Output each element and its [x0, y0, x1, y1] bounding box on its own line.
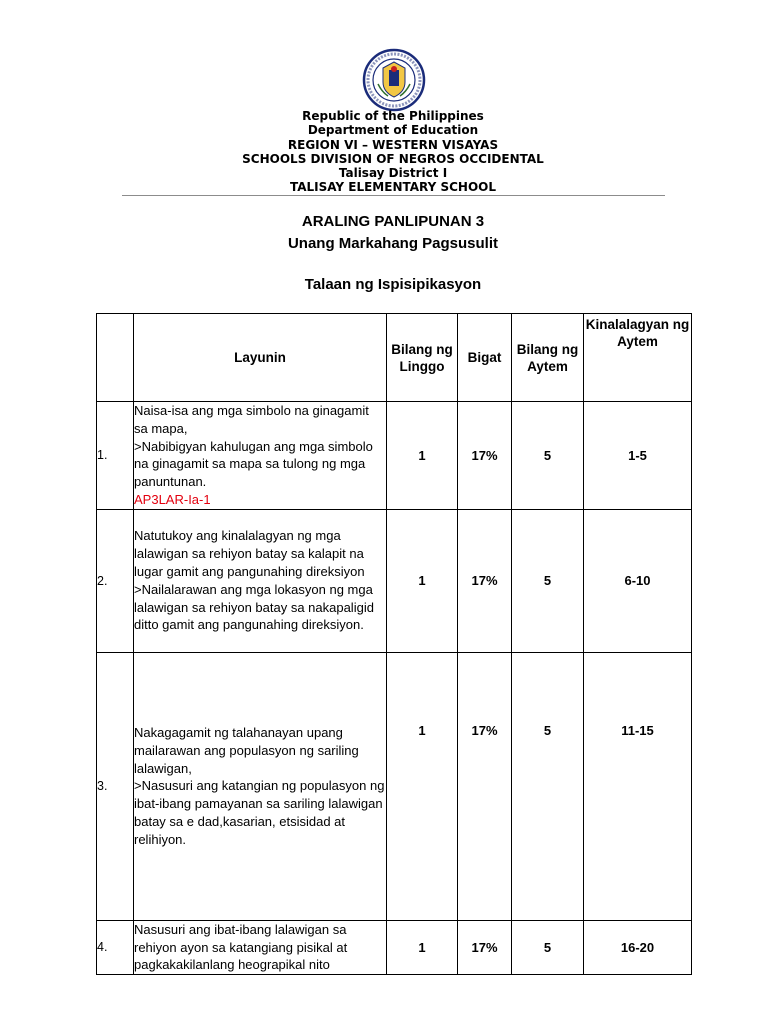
- header-bigat: Bigat: [458, 314, 512, 402]
- specification-table: [96, 313, 692, 975]
- header-line-school: TALISAY ELEMENTARY SCHOOL: [289, 180, 497, 195]
- row-linggo: 1: [387, 920, 458, 974]
- row-objective: [134, 920, 387, 974]
- objective-text: Natutukoy ang kinalalagyan ng mga lalawigan sa rehiyon batay sa kalapit na lugar gamit ang pangunahing direksiyon: [134, 528, 365, 579]
- row-aytem: 5: [512, 920, 584, 974]
- table-row: [97, 509, 692, 652]
- table-row: [97, 402, 692, 510]
- header-bilang-aytem: Bilang ng Aytem: [512, 314, 584, 402]
- objective-text: >Nailalarawan ang mga lokasyon ng mga lalawigan sa rehiyon batay sa nakapaligid ditto gamit ang pangunahing direksiyon.: [134, 581, 374, 633]
- row-number: 3.: [97, 652, 134, 920]
- header-line-republic: Republic of the Philippines: [302, 109, 484, 123]
- school-header: [0, 109, 768, 195]
- row-objective: [134, 652, 387, 920]
- deped-seal-logo: [354, 48, 434, 112]
- row-bigat: 17%: [458, 920, 512, 974]
- competency-code: AP3LAR-Ia-1: [134, 491, 211, 507]
- header-line-district: Talisay District I: [338, 166, 448, 181]
- table-title: Talaan ng Ispisipikasyon: [304, 276, 482, 293]
- table-row: [97, 920, 692, 974]
- header-number: [97, 314, 134, 402]
- row-number: 4.: [97, 920, 134, 974]
- row-kinalalagyan: 1-5: [584, 402, 692, 510]
- header-layunin: Layunin: [134, 314, 387, 402]
- row-number: 1.: [97, 402, 134, 510]
- row-aytem: 5: [512, 509, 584, 652]
- row-bigat: 17%: [458, 652, 512, 920]
- row-kinalalagyan: 16-20: [584, 920, 692, 974]
- objective-text: Nasusuri ang ibat-ibang lalawigan sa rehiyon ayon sa katangiang pisikal at pagkakakilanlang heograpikal nito: [134, 921, 348, 973]
- row-aytem: 5: [512, 402, 584, 510]
- row-bigat: 17%: [458, 509, 512, 652]
- table-row: [97, 652, 692, 920]
- row-aytem: 5: [512, 652, 584, 920]
- row-bigat: 17%: [458, 402, 512, 510]
- objective-text: Naisa-isa ang mga simbolo na ginagamit sa mapa,: [134, 403, 369, 436]
- header-line-region: REGION VI – WESTERN VISAYAS: [287, 137, 499, 152]
- row-objective: [134, 402, 387, 510]
- exam-title: Unang Markahang Pagsusulit: [287, 235, 499, 252]
- row-linggo: 1: [387, 509, 458, 652]
- header-line-department: Department of Education: [307, 123, 479, 138]
- row-kinalalagyan: 6-10: [584, 509, 692, 652]
- row-objective: [134, 509, 387, 652]
- row-number: 2.: [97, 509, 134, 652]
- header-line-division: SCHOOLS DIVISION OF NEGROS OCCIDENTAL: [242, 151, 544, 166]
- table-header-row: [97, 314, 692, 402]
- objective-text: Nakagagamit ng talahanayan upang mailarawan ang populasyon ng sariling lalawigan,: [134, 724, 359, 776]
- objective-text: >Nabibigyan kahulugan ang mga simbolo na ginagamit sa mapa sa tulong ng mga panuntunan.: [134, 438, 373, 490]
- header-divider: [122, 195, 665, 196]
- subject-title: ARALING PANLIPUNAN 3: [301, 213, 485, 230]
- row-linggo: 1: [387, 402, 458, 510]
- header-kinalalagyan: Kinalalagyan ng Aytem: [584, 314, 692, 402]
- header-bilang-linggo: Bilang ng Linggo: [387, 314, 458, 402]
- row-kinalalagyan: 11-15: [584, 652, 692, 920]
- objective-text: >Nasusuri ang katangian ng populasyon ng ibat-ibang pamayanan sa sariling lalawigan batay sa e dad,kasarian, etsisidad at relihiyon.: [134, 778, 385, 847]
- row-linggo: 1: [387, 652, 458, 920]
